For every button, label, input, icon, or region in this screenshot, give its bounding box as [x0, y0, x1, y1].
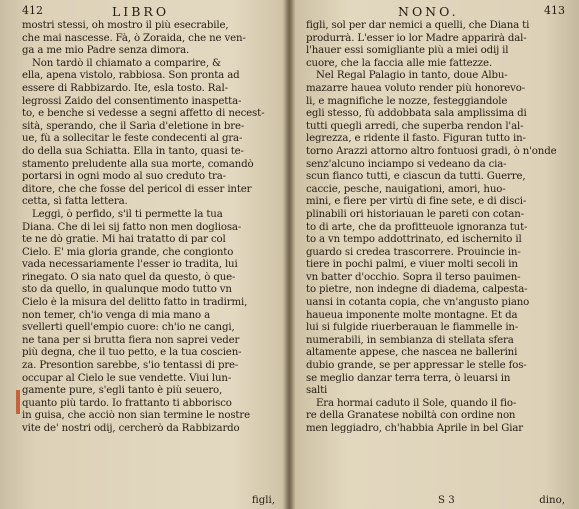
text-line: za. Presontion sarebbe, s'io tentassi di pre- [22, 360, 239, 372]
text-line: caccie, pesche, nauigationi, amori, huo- [306, 183, 506, 195]
text-line: do della sua Schiatta. Ella in tanto, quasi te- [22, 145, 244, 157]
left-page-header [22, 4, 279, 20]
text-line: Nel Regal Palagio in tanto, doue Albu- [316, 70, 508, 82]
text-line: cetta, sì fatta lettera. [22, 196, 128, 208]
text-line: legrossi Zaido del consentimento inaspetta- [22, 95, 242, 107]
text-line: più degna, che il tuo petto, e la tua coscien- [22, 347, 242, 359]
text-line: che mai nascesse. Fà, ò Zoraida, che ne ven- [22, 32, 246, 44]
text-line: essere di Rabbizardo. Ite, esla tosto. Ral- [22, 82, 228, 94]
text-line: egli stesso, fù addobbata sala amplissima di [306, 108, 527, 120]
text-line: te ne dò gratie. Mi hai tratatto di par col [22, 234, 226, 246]
right-page-text [306, 20, 565, 436]
text-line: salti [306, 385, 328, 397]
text-line: mazarre hauea voluto render più honorevo- [306, 82, 526, 94]
text-line: ditore, che che fosse del pericol di esser inter [22, 183, 252, 195]
text-line: se meglio danzar terra terra, ò leuarsi in [306, 372, 511, 384]
right-page [290, 0, 579, 509]
left-page-number: 412 [22, 4, 43, 17]
text-line: sità, sperando, che il Sarìa d'eletione in bre- [22, 120, 245, 132]
right-page-header [306, 4, 565, 20]
text-line: vada necessariamente l'esser io tradita, lui [22, 259, 238, 271]
text-line: dubio grande, se per appressar le stelle fos- [306, 360, 527, 372]
text-line: Diana. Che di lei sij fatto non men dogliosa- [22, 221, 242, 233]
text-line: stamento preludente alla sua morte, comandò [22, 158, 254, 170]
text-line: ue, fù a sollecitar le feste condecenti al gra- [22, 133, 243, 145]
text-line: scun fianco tutti, e ciascun da tutti. Guerre, [306, 171, 526, 183]
right-running-head: NONO. [398, 4, 459, 19]
text-line: Era hormai caduto il Sole, quando il fio- [316, 397, 517, 409]
text-line: Cielo è la misura del delitto fatto in tradirmi, [22, 297, 248, 309]
text-line: tutti quegli arredi, che superba rendon l'al- [306, 120, 524, 132]
text-line: portarsi in ogni modo al suo creduto tra- [22, 171, 226, 183]
text-line: numerabili, in sembianza di stellata sfera [306, 334, 514, 346]
text-line: senz'alcuno inciampo si vedeano da cia- [306, 158, 507, 170]
text-line: ga a me mio Padre senza dimora. [22, 45, 190, 57]
text-line: Leggi, ò perfido, s'il ti permette la tua [32, 208, 223, 220]
text-line: to pietre, non indegne di diadema, calpesta- [306, 284, 528, 296]
right-page-number: 413 [544, 4, 565, 17]
text-line: to di arte, che da profitteuole ignoranza tut- [306, 221, 528, 233]
text-line: sto da quello, in qualunque modo tutto vn [22, 284, 232, 296]
text-line: occupar al Cielo le sue vendette. Viui lun- [22, 372, 232, 384]
signature-mark: S 3 [438, 495, 455, 506]
text-line: non temer, ch'io venga di mia mano a [22, 309, 210, 321]
text-line: in guisa, che acciò non sian termine le nostre [22, 410, 250, 422]
left-running-head: LIBRO [112, 4, 170, 19]
text-line: legrezza, e ridente il fasto. Figuran tutto in- [306, 133, 526, 145]
text-line: li, e magnifiche le nozze, festeggiandole [306, 95, 508, 107]
text-line: plinabili ori historiauan le pareti con cotan- [306, 208, 524, 220]
text-line: tiere in pochi palmi, e viuer molti secoli in [306, 259, 518, 271]
text-line: lui si fulgide riuerberauan le fiammelle in- [306, 322, 519, 334]
text-line: produrrà. L'esser io lor Madre apparirà dal- [306, 32, 527, 44]
text-line: vn batter d'occhio. Sopra il terso pauimen- [306, 271, 521, 283]
text-line: re della Granatese nobiltà con ordine non [306, 410, 516, 422]
text-line: torno Arazzi attorno altro fontuosi gradi, ò n'onde [306, 145, 557, 157]
right-catchword: dino, [539, 495, 565, 506]
text-line: to, e benche si vedesse a segni affetto di necest- [22, 108, 265, 120]
text-line: guardo si credea trascorrere. Prouincie in- [306, 246, 521, 258]
text-line: altamente appese, che nascea ne ballerini [306, 347, 518, 359]
text-line: ella, apena vistolo, rabbiosa. Son pronta ad [22, 70, 240, 82]
text-line: cuore, che la faccia alle mie fattezze. [306, 57, 492, 69]
text-line: Non tardò il chiamato a comparire, & [32, 57, 221, 69]
text-line: men leggiadro, ch'habbia Aprile in bel Giar [306, 423, 523, 434]
left-page [0, 0, 289, 509]
text-line: rinegato. O sia nato quel da questo, ò que- [22, 271, 236, 283]
text-line: figli, sol per dar nemici a quelli, che Diana ti [306, 20, 530, 31]
text-line: ne tana per si brutta fiera non saprei veder [22, 334, 240, 346]
text-line: haueua imponente molte montagne. Et da [306, 309, 518, 321]
left-catchword: figli, [251, 495, 275, 506]
text-line: Cielo. E' mia gloria grande, che congionto [22, 246, 234, 258]
page-tab-marker [16, 390, 20, 414]
text-line: svellerti quell'empio cuore: ch'io ne cangi, [22, 322, 235, 334]
text-line: to a vn tempo addottrinato, ed ischernito il [306, 234, 522, 246]
text-line: mostri stessi, oh mostro il più esecrabile, [22, 20, 229, 31]
text-line: gamente pure, s'egli tanto è più seuero, [22, 385, 223, 397]
left-page-text [22, 20, 279, 436]
text-line: vite de' nostri odij, cercherò da Rabbizardo [22, 423, 240, 434]
text-line: quanto più tardo. Io frattanto ti abborisco [22, 397, 232, 409]
text-line: l'hauer essi somigliante più a miei odij il [306, 45, 509, 57]
text-line: uansi in cotanta copia, che vn'angusto piano [306, 297, 530, 309]
text-line: mini, e fiere per virtù di fine sete, e di disci- [306, 196, 527, 208]
